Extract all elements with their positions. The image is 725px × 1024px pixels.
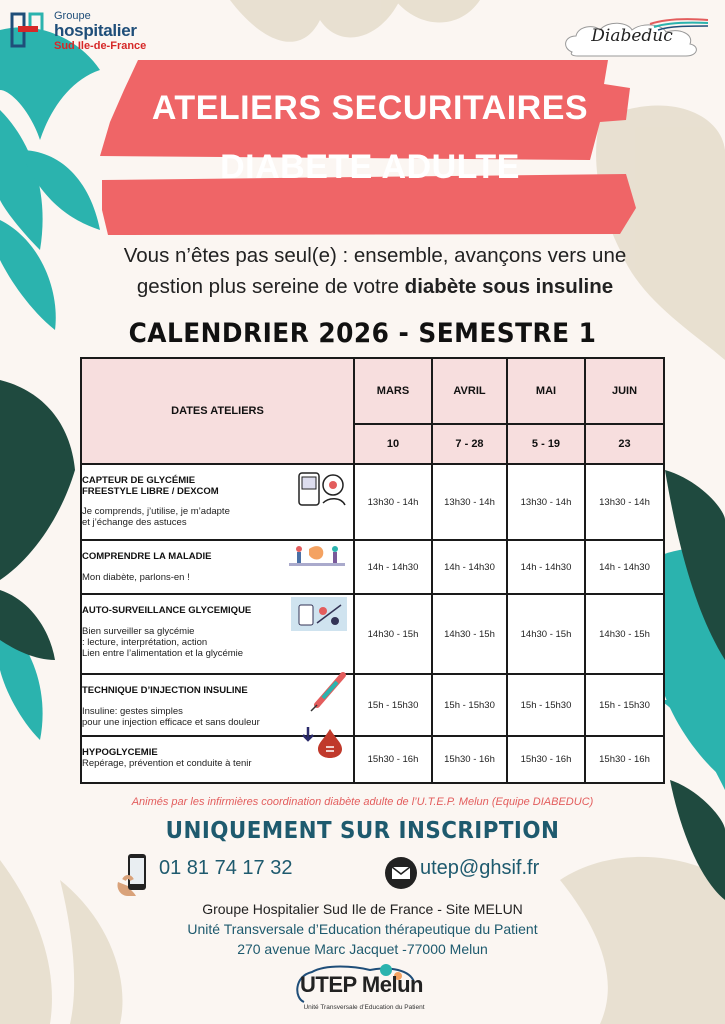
time-slot: 15h30 - 16h	[507, 736, 585, 783]
address-line-1: Groupe Hospitalier Sud Ile de France - Site MELUN	[202, 901, 523, 917]
intro-line-2	[30, 271, 720, 302]
workshop-title: HYPOGLYCEMIE	[82, 747, 158, 758]
phone-icon	[114, 852, 154, 898]
address-line-2: Unité Transversale d’Education thérapeutique du Patient	[187, 921, 538, 937]
animated-by-note: Animés par les infirmières coordination diabète adulte de l’U.T.E.P. Melun (Equipe DIABEDUC)	[131, 796, 594, 808]
workshop-desc-line-1: Insuline: gestes simples	[82, 706, 183, 717]
month-header: MARS	[354, 358, 432, 424]
table-row	[81, 674, 664, 736]
workshop-description: Repérage, prévention et conduite à tenir	[82, 758, 252, 769]
workshop-title: COMPRENDRE LA MALADIE	[82, 551, 212, 562]
time-slot: 14h30 - 15h	[432, 594, 507, 674]
table-row	[81, 736, 664, 783]
banner-line-1: ATELIERS SECURITAIRES	[151, 89, 589, 127]
schedule-table	[80, 357, 665, 784]
email-address[interactable]: utep@ghsif.fr	[420, 857, 540, 879]
time-slot: 14h - 14h30	[432, 540, 507, 594]
utep-subtitle: Unité Transversale d’Education du Patient	[303, 1004, 425, 1011]
insulin-pen-icon	[307, 671, 347, 715]
glucometer-illustration-icon	[291, 597, 347, 631]
time-slot: 14h30 - 15h	[507, 594, 585, 674]
time-slot: 15h - 15h30	[354, 674, 432, 736]
workshop-description: Mon diabète, parlons-en !	[82, 572, 190, 583]
time-slot: 14h - 14h30	[507, 540, 585, 594]
day-header: 23	[585, 424, 664, 464]
time-slot: 15h - 15h30	[585, 674, 664, 736]
time-slot: 15h30 - 16h	[585, 736, 664, 783]
workshop-desc-line-2: et j’échange des astuces	[82, 517, 187, 528]
table-row	[81, 594, 664, 674]
phone-number[interactable]: 01 81 74 17 32	[159, 857, 293, 879]
time-slot: 15h30 - 16h	[354, 736, 432, 783]
day-header: 7 - 28	[432, 424, 507, 464]
workshop-desc-line-1: Je comprends, j’utilise, je m’adapte	[82, 506, 230, 517]
time-slot: 15h30 - 16h	[432, 736, 507, 783]
day-header: 10	[354, 424, 432, 464]
address-block	[0, 899, 725, 959]
workshop-desc-line-2: : lecture, interprétation, action	[82, 637, 208, 648]
time-slot: 13h30 - 14h	[432, 464, 507, 540]
groupe-hospitalier-logo	[8, 8, 168, 54]
banner-line-2: DIABETE ADULTE	[220, 148, 520, 186]
table-row	[81, 540, 664, 594]
time-slot: 13h30 - 14h	[354, 464, 432, 540]
workshop-cell	[81, 464, 354, 540]
month-header: JUIN	[585, 358, 664, 424]
logo-line-2: hospitalier	[54, 21, 137, 40]
workshop-cell	[81, 540, 354, 594]
time-slot: 13h30 - 14h	[507, 464, 585, 540]
time-slot: 14h - 14h30	[354, 540, 432, 594]
workshop-desc-line-1: Bien surveiller sa glycémie	[82, 626, 195, 637]
registration-heading: UNIQUEMENT SUR INSCRIPTION	[165, 818, 560, 844]
workshop-title: TECHNIQUE D’INJECTION INSULINE	[82, 685, 248, 696]
workshop-desc-line-3: Lien entre l’alimentation et la glycémie	[82, 648, 244, 659]
utep-name: UTEP Melun	[300, 972, 423, 997]
corner-label: DATES ATELIERS	[81, 358, 354, 464]
glucose-sensor-icon	[293, 467, 349, 511]
diabeduc-logo	[562, 18, 712, 60]
workshop-title: AUTO-SURVEILLANCE GLYCEMIQUE	[82, 605, 252, 616]
time-slot: 15h - 15h30	[507, 674, 585, 736]
intro-line-2-regular: gestion plus sereine de votre	[136, 275, 405, 298]
address-line-3: 270 avenue Marc Jacquet -77000 Melun	[237, 941, 488, 957]
time-slot: 14h - 14h30	[585, 540, 664, 594]
workshop-cell	[81, 736, 354, 783]
calendar-title: CALENDRIER 2026 - SEMESTRE 1	[128, 318, 597, 349]
title-banner	[100, 60, 640, 235]
month-header: AVRIL	[432, 358, 507, 424]
logo-line-3: Sud Ile-de-France	[54, 40, 147, 52]
table-header-months	[81, 358, 664, 424]
time-slot: 14h30 - 15h	[354, 594, 432, 674]
logo-line-1: Groupe	[54, 10, 91, 22]
day-header: 5 - 19	[507, 424, 585, 464]
intro-line-2-bold: diabète sous insuline	[404, 275, 614, 298]
mail-icon	[384, 856, 418, 890]
hospital-cross-icon	[8, 10, 48, 50]
blood-drop-arrow-icon	[300, 725, 346, 759]
time-slot: 13h30 - 14h	[585, 464, 664, 540]
table-row	[81, 464, 664, 540]
workshop-cell	[81, 594, 354, 674]
workshop-desc-line-2: pour une injection efficace et sans douleur	[82, 717, 260, 728]
workshop-title-line-2: FREESTYLE LIBRE / DEXCOM	[82, 486, 219, 497]
diabeduc-name: Diabeduc	[591, 26, 673, 46]
anatomy-illustration-icon	[287, 543, 347, 569]
month-header: MAI	[507, 358, 585, 424]
time-slot: 15h - 15h30	[432, 674, 507, 736]
time-slot: 14h30 - 15h	[585, 594, 664, 674]
workshop-title-line-1: CAPTEUR DE GLYCÉMIE	[82, 475, 196, 486]
intro-text	[30, 240, 720, 302]
intro-line-1: Vous n’êtes pas seul(e) : ensemble, avançons vers une	[123, 244, 627, 267]
utep-melun-logo	[290, 962, 440, 1020]
